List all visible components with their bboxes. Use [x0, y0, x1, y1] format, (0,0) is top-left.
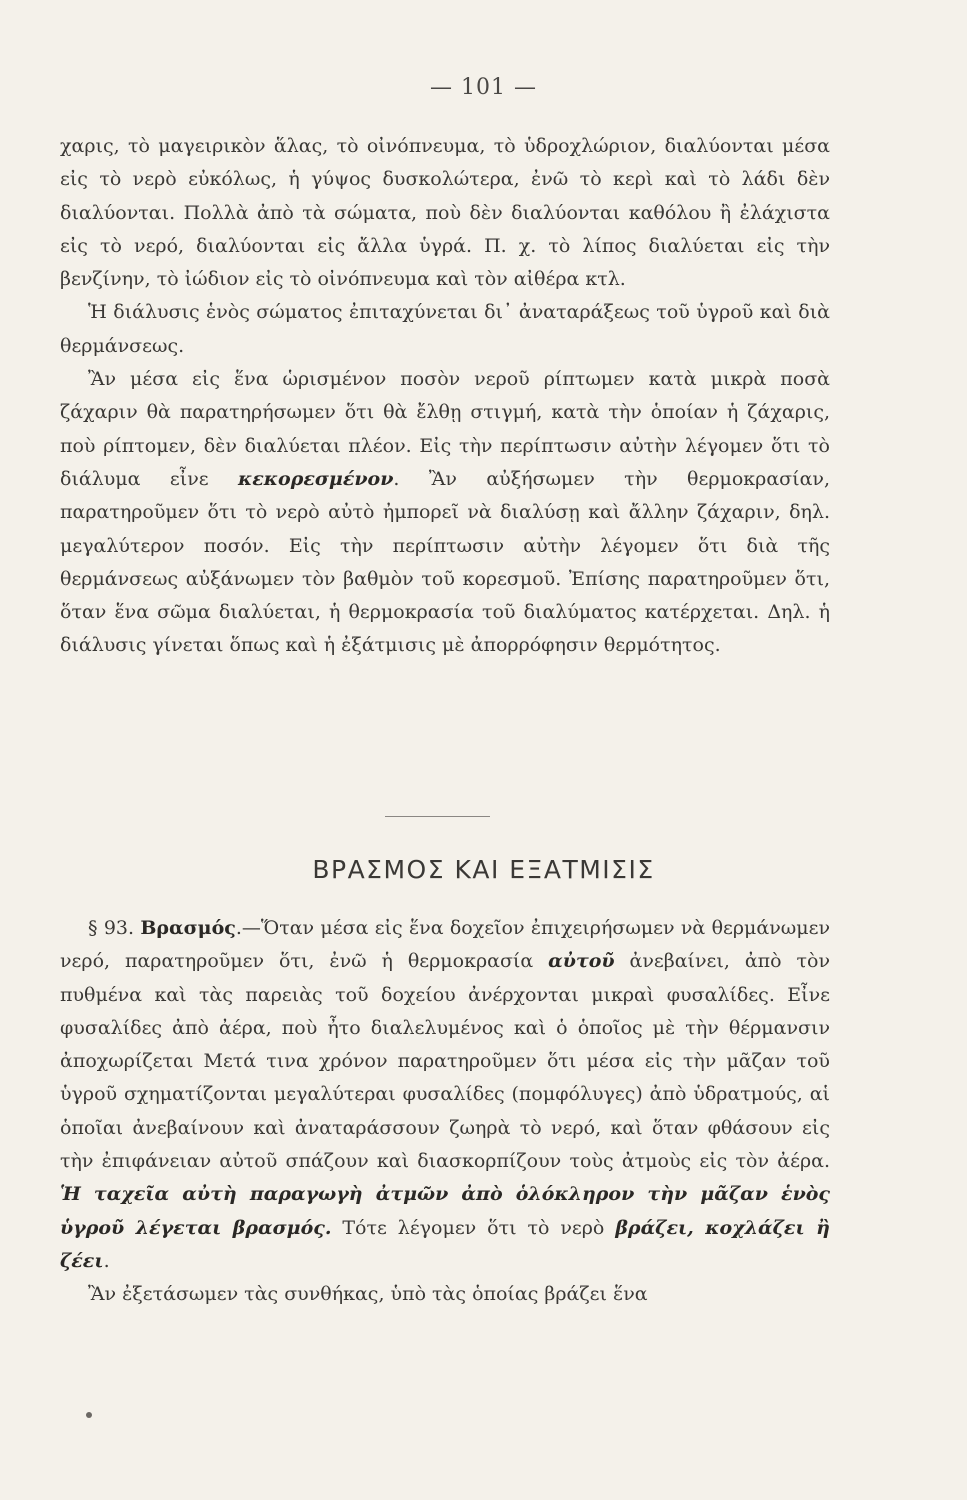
section-divider	[385, 816, 490, 817]
paragraph-number: § 93.	[88, 917, 141, 939]
boiling-definition: Ἡ ταχεῖα αὐτὴ παραγωγὴ ἀτμῶν ἀπὸ ὁλόκληρον τὴν μᾶζαν ἑνὸς ὑγροῦ λέγεται βρασμός.	[60, 1183, 830, 1239]
section-title: ΒΡΑΣΜΟΣ ΚΑΙ ΕΞΑΤΜΙΣΙΣ	[312, 855, 655, 884]
bold-word: αὐτοῦ	[548, 950, 615, 973]
boiling-text-end: .	[103, 1249, 110, 1272]
boiling-text-a: .—Ὅταν μέσα εἰς ἕνα δοχεῖον ἐπιχειρήσωμεν νὰ θερμάνωμεν νερό, παρατηροῦμεν ὅτι, ἐνῶ ἡ θερμοκρασία	[60, 917, 830, 973]
paragraph-saturation	[60, 363, 830, 663]
term-saturated: κεκορεσμένον	[238, 467, 394, 490]
boiling-text-c: Τότε λέγομεν ὅτι τὸ νερὸ	[331, 1216, 616, 1239]
paragraph-acceleration: Ἡ διάλυσις ἑνὸς σώματος ἐπιταχύνεται δι᾽ ἀναταράξεως τοῦ ὑγροῦ καὶ διὰ θερμάνσεως.	[60, 301, 830, 357]
boiling-text-b: ἀνεβαίνει, ἀπὸ τὸν πυθμένα καὶ τὰς παρειὰς τοῦ δοχείου ἀνέρχονται μικραὶ φυσαλίδες. Εἶνε φυσαλίδες ἀπὸ ἀέρα, ποὺ ἦτο διαλελυμένος καὶ ὁ ὁποῖος μὲ τὴν θέρμανσιν ἀποχωρίζεται Μετά τινα χρόνον παρατηροῦμεν ὅτι μέσα εἰς τὴν μᾶζαν τοῦ ὑγροῦ σχηματίζονται μεγαλύτεραι φυσαλίδες (πομφόλυγες) ἀπὸ ὑδρατμούς, αἱ ὁποῖαι ἀνεβαίνουν καὶ ἀναταράσσουν ζωηρὰ τὸ νερό, καὶ ὅταν φθάσουν εἰς τὴν ἐπιφάνειαν αὐτοῦ σπάζουν καὶ διασκορπίζουν τοὺς ἀτμοὺς εἰς τὸν ἀέρα.	[60, 950, 830, 1173]
paragraph-solubility: χαρις, τὸ μαγειρικὸν ἅλας, τὸ οἰνόπνευμα, τὸ ὑδροχλώριον, διαλύονται μέσα εἰς τὸ νερὸ εὐκόλως, ἡ γύψος δυσκολώτερα, ἐνῶ τὸ κερὶ καὶ τὸ λάδι δὲν διαλύονται. Πολλὰ ἀπὸ τὰ σώματα, ποὺ δὲν διαλύονται καθόλου ἢ ἐλάχιστα εἰς τὸ νερό, διαλύονται εἰς ἄλλα ὑγρά. Π. χ. τὸ λίπος διαλύεται εἰς τὴν βενζίνην, τὸ ἰώδιον εἰς τὸ οἰνόπνευμα καὶ τὸν αἰθέρα κτλ.	[60, 135, 830, 291]
top-text-block	[60, 130, 830, 663]
paragraph-heading: Βρασμός	[140, 917, 236, 939]
ink-dot-mark	[86, 1412, 92, 1418]
saturation-text-a: Ἂν μέσα εἰς ἕνα ὡρισμένον ποσὸν νεροῦ ρίπτωμεν κατὰ μικρὰ ποσὰ ζάχαριν θὰ παρατηρήσωμεν ὅτι θὰ ἔλθῃ στιγμή, κατὰ τὴν ὁποίαν ἡ ζάχαρις, ποὺ ρίπτομεν, δὲν διαλύεται πλέον. Εἰς τὴν περίπτωσιν αὐτὴν λέγομεν ὅτι τὸ διάλυμα εἶνε	[60, 368, 830, 490]
paragraph-conditions: Ἂν ἐξετάσωμεν τὰς συνθήκας, ὑπὸ τὰς ὁποίας βράζει ἕνα	[88, 1283, 648, 1306]
paragraph-boiling	[60, 912, 830, 1278]
page-number: — 101 —	[430, 75, 537, 100]
saturation-text-b: . Ἂν αὐξήσωμεν τὴν θερμοκρασίαν, παρατηροῦμεν ὅτι τὸ νερὸ αὐτὸ ἠμπορεῖ νὰ διαλύσῃ καὶ ἄλλην ζάχαριν, δηλ. μεγαλύτερον ποσόν. Εἰς τὴν περίπτωσιν αὐτὴν λέγομεν ὅτι διὰ τῆς θερμάνσεως αὐξάνωμεν τὸν βαθμὸν τοῦ κορεσμοῦ. Ἐπίσης παρατηροῦμεν ὅτι, ὅταν ἕνα σῶμα διαλύεται, ἡ θερμοκρασία τοῦ διαλύματος κατέρχεται. Δηλ. ἡ διάλυσις γίνεται ὅπως καὶ ἡ ἐξάτμισις μὲ ἀπορρόφησιν θερμότητος.	[60, 467, 830, 657]
boiling-verbs: βράζει, κοχλάζει ἢ ζέει	[60, 1216, 830, 1272]
bottom-text-block	[60, 912, 830, 1312]
